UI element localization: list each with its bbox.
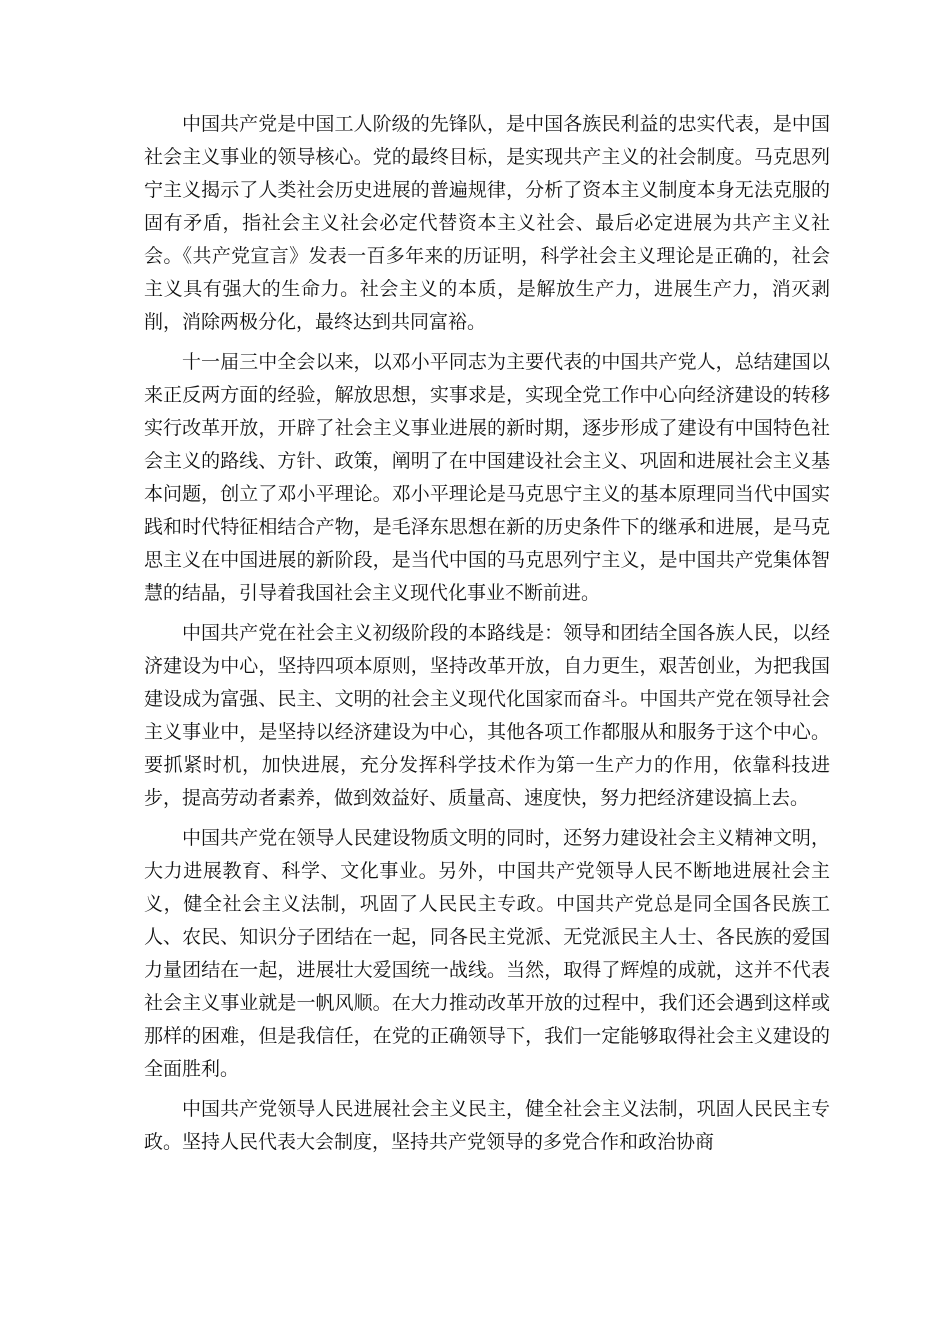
paragraph-2: 十一届三中全会以来，以邓小平同志为主要代表的中国共产党人，总结建国以来正反两方面的经验，解放思想，实事求是，实现全党工作中心向经济建设的转移实行改革开放，开辟了社会主义事业进展的新时期，逐步形成了建设有中国特色社会主义的路线、方针、政策，阐明了在中国建设社会主义、巩固和进展社会主义基本问题，创立了邓小平理论。邓小平理论是马克思宁主义的基本原理同当代中国实践和时代特征相结合产物，是毛泽东思想在新的历史条件下的继承和进展，是马克思主义在中国进展的新阶段，是当代中国的马克思列宁主义，是中国共产党集体智慧的结晶，引导着我国社会主义现代化事业不断前进。 bbox=[144, 351, 830, 604]
paragraph-3: 中国共产党在社会主义初级阶段的本路线是：领导和团结全国各族人民，以经济建设为中心，坚持四项本原则，坚持改革开放，自力更生，艰苦创业，为把我国建设成为富强、民主、文明的社会主义现代化国家而奋斗。中国共产党在领导社会主义事业中，是坚持以经济建设为中心，其他各项工作都服从和服务于这个中心。要抓紧时机，加快进展，充分发挥科学技术作为第一生产力的作用，依靠科技进步，提高劳动者素养，做到效益好、质量高、速度快，努力把经济建设搞上去。 bbox=[144, 622, 830, 809]
paragraph-5: 中国共产党领导人民进展社会主义民主，健全社会主义法制，巩固人民民主专政。坚持人民代表大会制度，坚持共产党领导的多党合作和政治协商 bbox=[144, 1098, 830, 1153]
document-body bbox=[144, 108, 830, 1166]
paragraph-1: 中国共产党是中国工人阶级的先锋队，是中国各族民利益的忠实代表，是中国社会主义事业的领导核心。党的最终目标，是实现共产主义的社会制度。马克思列宁主义揭示了人类社会历史进展的普遍规律，分析了资本主义制度本身无法克服的固有矛盾，指社会主义社会必定代替资本主义社会、最后必定进展为共产主义社会。《共产党宣言》发表一百多年来的历证明，科学社会主义理论是正确的，社会主义具有强大的生命力。社会主义的本质，是解放生产力，进展生产力，消灭剥削，消除两极分化，最终达到共同富裕。 bbox=[144, 113, 830, 333]
paragraph-4: 中国共产党在领导人民建设物质文明的同时，还努力建设社会主义精神文明，大力进展教育、科学、文化事业。另外，中国共产党领导人民不断地进展社会主义，健全社会主义法制，巩固了人民民主专政。中国共产党总是同全国各民族工人、农民、知识分子团结在一起，同各民主党派、无党派民主人士、各民族的爱国力量团结在一起，进展壮大爱国统一战线。当然，取得了辉煌的成就，这并不代表社会主义事业就是一帆风顺。在大力推动改革开放的过程中，我们还会遇到这样或那样的困难，但是我信任，在党的正确领导下，我们一定能够取得社会主义建设的全面胜利。 bbox=[144, 827, 830, 1080]
